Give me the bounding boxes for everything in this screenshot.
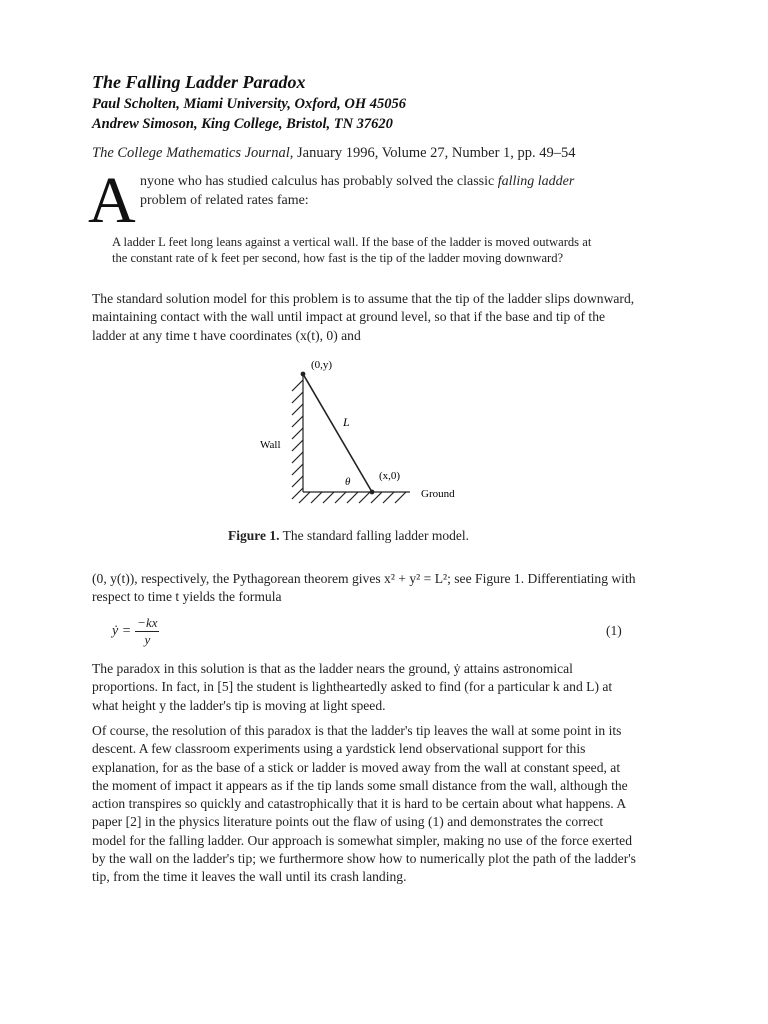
equation-1 [112, 615, 159, 648]
paper-title: The Falling Ladder Paradox [92, 72, 306, 92]
ground-hatching [299, 492, 410, 503]
angle-label: θ [345, 476, 351, 488]
equation-number: (1) [606, 623, 622, 638]
paragraph-3: The paradox in this solution is that as the ladder nears the ground, ẏ attains astronomical proportions. In fact, in [5] the student is lightheartedly asked to find (for a particular k and L) at what height y the ladder's tip is moving at light speed. [92, 661, 613, 713]
paragraph-1: The standard solution model for this problem is to assume that the tip of the ladder slips downward, maintaining contact with the wall until impact at ground level, so that if the base and tip of the ladder at any time t have coordinates (x(t), 0) and [92, 291, 635, 343]
ground-label: Ground [421, 488, 455, 500]
equation-fraction [135, 615, 159, 648]
ladder-base-point [370, 490, 375, 495]
intro-line-2: problem of related rates fame: [140, 193, 309, 208]
intro-emphasis: falling ladder [497, 174, 575, 189]
figure-caption-label: Figure 1. [228, 528, 280, 543]
ladder-tip-point [301, 372, 306, 377]
base-label: (x,0) [379, 470, 401, 482]
wall-label: Wall [260, 439, 281, 451]
intro-text: nyone who has studied calculus has probably solved the classic [140, 174, 498, 189]
equation-numerator: −kx [137, 615, 158, 630]
citation-details: , January 1996, Volume 27, Number 1, pp. 49–54 [289, 145, 576, 161]
figure-ladder [250, 352, 480, 517]
journal-name: The College Mathematics Journal [92, 145, 290, 161]
wall-hatching [292, 374, 303, 499]
problem-statement: A ladder L feet long leans against a vertical wall. If the base of the ladder is moved outwards at the constant rate of k feet per second, how fast is the tip of the ladder moving downward? [112, 235, 592, 265]
figure-caption-text: The standard falling ladder model. [279, 528, 469, 543]
paragraph-4: Of course, the resolution of this paradox is that the ladder's tip leaves the wall at some point in its descent. A few classroom experiments using a yardstick lend observational support for this explanation, for as the base of a stick or ladder is moved away from the wall at constant speed, at the moment of impact it appears as if the tip lands some small distance from the wall, although the action transpires so quickly and catastrophically that it is hard to be certain about what happens. A paper [2] in the physics literature points out the flaw of using (1) and demonstrates the correct model for the falling ladder. Our approach is somewhat simpler, making no use of the force exerted by the wall on the ladder's tip; we furthermore show how to numerically plot the path of the ladder's tip, from the time it leaves the wall until its crash landing. [92, 723, 636, 885]
figure-caption [228, 528, 469, 544]
author-line-1: Paul Scholten, Miami University, Oxford, OH 45056 [92, 96, 407, 112]
paragraph-2: (0, y(t)), respectively, the Pythagorean theorem gives x² + y² = L²; see Figure 1. Differentiating with respect to time t yields the formula [92, 571, 636, 605]
ladder-line [303, 374, 372, 492]
author-line-2: Andrew Simoson, King College, Bristol, TN 37620 [92, 116, 393, 132]
intro-line-1 [140, 174, 574, 190]
drop-cap: A [88, 164, 136, 237]
equation-lhs: ẏ = [112, 623, 132, 639]
ladder-label: L [343, 415, 350, 429]
tip-label: (0,y) [311, 359, 333, 371]
citation [92, 145, 576, 162]
equation-denominator: y [144, 632, 151, 647]
